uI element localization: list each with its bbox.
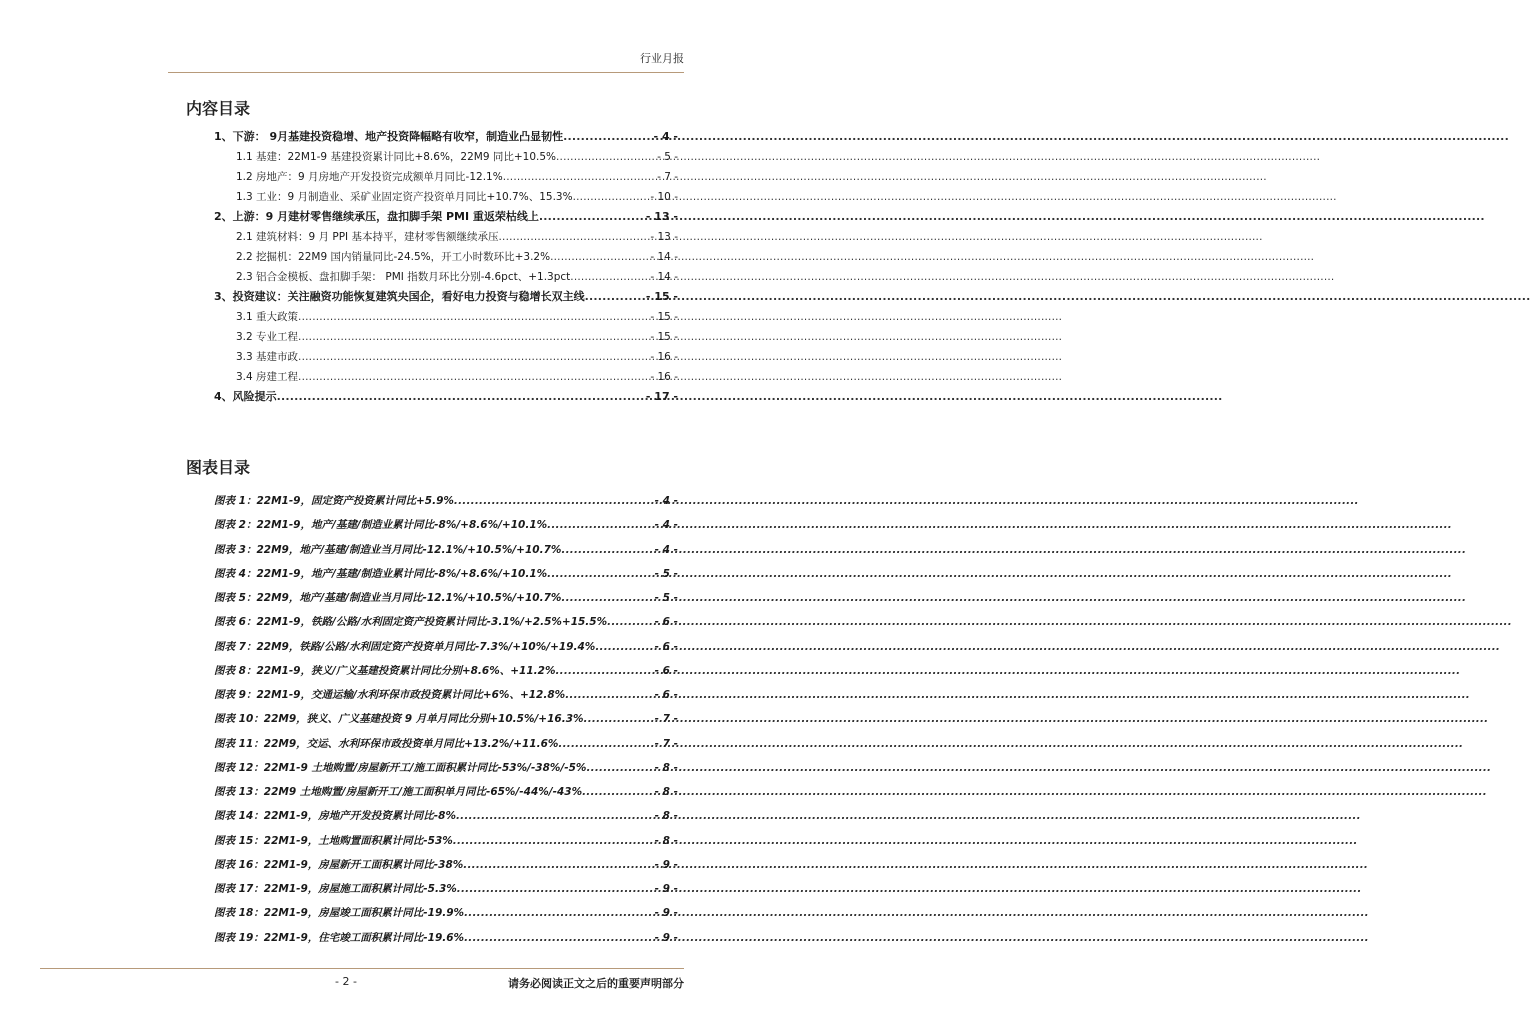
toc-entry[interactable] [214,247,678,267]
header-divider [168,72,684,73]
figure-entry-text: 图表 12：22M1-9 土地购置/房屋新开工/施工面积累计同比-53%/-38%/-5% [214,761,587,774]
toc-entry-text: 3.3 基建市政 [236,351,299,363]
dot-leader [585,287,645,307]
dot-leader [298,307,649,327]
figure-entry-page: - 6 - [654,689,678,701]
page-number: - 2 - [335,975,357,988]
toc-entry[interactable] [214,327,678,347]
figure-entry[interactable] [214,586,678,610]
dot-leader [595,635,653,659]
report-type-label: 行业月报 [640,52,684,65]
toc-entry-page: - 15 - [645,290,678,303]
dot-leader [499,227,650,247]
figure-entry-text: 图表 9：22M1-9，交通运输/水利环保市政投资累计同比+6%、+12.8% [214,689,566,701]
toc-entry[interactable] [214,147,678,167]
toc-entry-text: 2.2 挖掘机：22M9 国内销量同比-24.5%，开工小时数环比+3.2% [236,251,551,263]
figure-entry[interactable] [214,732,678,756]
figure-entry-text: 图表 19：22M1-9，住宅竣工面积累计同比-19.6% [214,931,465,944]
dot-leader [539,207,645,227]
dot-leader [565,683,653,707]
toc-entry-text: 2.1 建筑材料：9 月 PPI 基本持平，建材零售额继续承压 [236,231,499,243]
figure-entry[interactable] [214,610,678,634]
dot-leader [457,877,654,901]
figure-entry-page: - 8 - [654,810,678,823]
toc-entry-page: - 13 - [645,210,678,223]
toc-entry[interactable] [214,207,678,227]
dot-leader [586,756,653,780]
toc-entry-page: - 15 - [650,311,678,323]
dot-leader [454,489,654,513]
dot-leader [463,853,653,877]
toc-entry-page: - 7 - [657,171,678,183]
figure-entry-text: 图表 3：22M9，地产/基建/制造业当月同比-12.1%/+10.5%/+10.7% [214,543,562,556]
toc-entry-text: 2.3 铝合金模板、盘扣脚手架： PMI 指数月环比分别-4.6pct、+1.3pct [236,271,571,283]
figure-entry[interactable] [214,804,678,828]
figure-entry-text: 图表 2：22M1-9，地产/基建/制造业累计同比-8%/+8.6%/+10.1% [214,519,548,532]
dot-leader [563,127,652,147]
toc-entry-text: 1.3 工业：9 月制造业、采矿业固定资产投资单月同比+10.7%、15.3% [236,191,573,203]
figure-entry-page: - 9 - [654,931,678,944]
dot-leader [298,347,649,367]
dot-leader [550,247,649,267]
figure-entry-text: 图表 14：22M1-9，房地产开发投资累计同比-8% [214,810,456,823]
figure-entry-page: - 8 - [654,786,678,798]
toc-entry[interactable] [214,227,678,247]
dot-leader [464,926,654,950]
dot-leader [464,901,654,925]
dot-leader [570,267,649,287]
figure-entry[interactable] [214,562,678,586]
figure-entry[interactable] [214,926,678,950]
figure-entry-page: - 6 - [654,664,678,677]
disclaimer-text: 请务必阅读正文之后的重要声明部分 [508,977,684,990]
toc-entry-page: - 15 - [650,331,678,343]
figure-entry[interactable] [214,780,678,804]
toc-entry-page: - 13 - [650,231,678,243]
toc-entry[interactable] [214,167,678,187]
figure-entry-page: - 4 - [654,495,678,507]
dot-leader [558,732,653,756]
figure-entry-text: 图表 16：22M1-9，房屋新开工面积累计同比-38% [214,858,464,871]
figure-entry[interactable] [214,683,678,707]
toc-entry-page: - 17 - [645,390,678,403]
figure-entry-text: 图表 18：22M1-9，房屋竣工面积累计同比-19.9% [214,907,465,920]
figure-entry-text: 图表 8：22M1-9，狭义/广义基建投资累计同比分别+8.6%、+11.2% [214,664,556,677]
figure-entry-page: - 7 - [654,713,678,726]
dot-leader [561,538,653,562]
toc-entry-text: 3.4 房建工程 [236,371,299,383]
toc-entry-text: 1、下游： 9月基建投资稳增、地产投资降幅略有收窄，制造业凸显韧性 [214,130,564,143]
toc-entry[interactable] [214,267,678,287]
toc-entry-text: 1.2 房地产：9 月房地产开发投资完成额单月同比-12.1% [236,171,503,183]
figure-entry-text: 图表 10：22M9，狭义、广义基建投资 9 月单月同比分别+10.5%/+16.3% [214,713,584,726]
figure-entry-text: 图表 1：22M1-9，固定资产投资累计同比+5.9% [214,495,454,507]
footer-divider [40,968,684,969]
dot-leader [277,387,645,407]
dot-leader [555,659,653,683]
figure-entry[interactable] [214,659,678,683]
dot-leader [298,327,649,347]
toc-entry-text: 3.2 专业工程 [236,331,299,343]
figure-entry[interactable] [214,707,678,731]
figure-entry-page: - 8 - [654,761,678,774]
figure-entry[interactable] [214,513,678,537]
toc-entry[interactable] [214,387,678,407]
toc-entry[interactable] [214,127,678,147]
dot-leader [503,167,656,187]
toc-entry[interactable] [214,287,678,307]
toc-entry-page: - 14 - [650,271,678,283]
figure-entry-page: - 4 - [654,519,678,532]
toc-entry-text: 3、投资建议：关注融资功能恢复建筑央国企，看好电力投资与稳增长双主线 [214,290,585,303]
figure-entry[interactable] [214,901,678,925]
figure-entry-page: - 9 - [654,858,678,871]
figure-entry-page: - 7 - [654,737,678,750]
toc-entry-page: - 16 - [650,351,678,363]
toc-entry-page: - 10 - [650,191,678,203]
figure-entry[interactable] [214,635,678,659]
figure-entry-page: - 4 - [654,543,678,556]
figure-entry-text: 图表 13：22M9 土地购置/房屋新开工/施工面积单月同比-65%/-44%/-43% [214,786,583,798]
dot-leader [561,586,653,610]
toc-entry[interactable] [214,367,678,387]
toc-entry-text: 3.1 重大政策 [236,311,299,323]
figure-entry-page: - 5 - [654,567,678,580]
toc-entry[interactable] [214,347,678,367]
toc-list [214,127,678,407]
toc-entry-text: 1.1 基建：22M1-9 基建投资累计同比+8.6%，22M9 同比+10.5% [236,151,557,163]
figure-entry-page: - 5 - [654,592,678,604]
figure-entry[interactable] [214,877,678,901]
dot-leader [453,829,654,853]
toc-entry-text: 2、上游：9 月建材零售继续承压，盘扣脚手架 PMI 重返荣枯线上 [214,210,539,223]
toc-entry-page: - 4 - [653,130,678,143]
figure-entry-text: 图表 5：22M9，地产/基建/制造业当月同比-12.1%/+10.5%/+10.7% [214,592,562,604]
dot-leader [547,513,653,537]
figure-entry-page: - 6 - [654,616,678,629]
toc-entry[interactable] [214,307,678,327]
toc-entry-page: - 14 - [650,251,678,263]
figure-entry-text: 图表 15：22M1-9，土地购置面积累计同比-53% [214,834,453,847]
figure-index-list [214,489,678,950]
dot-leader [456,804,654,828]
dot-leader [582,780,654,804]
dot-leader [298,367,649,387]
figure-entry-page: - 6 - [654,640,678,653]
toc-entry-page: - 16 - [650,371,678,383]
figure-entry-text: 图表 17：22M1-9，房屋施工面积累计同比-5.3% [214,883,457,895]
figure-entry[interactable] [214,538,678,562]
figure-entry[interactable] [214,829,678,853]
figure-entry-text: 图表 4：22M1-9，地产/基建/制造业累计同比-8%/+8.6%/+10.1% [214,567,548,580]
dot-leader [547,562,653,586]
toc-entry-text: 4、风险提示 [214,390,277,403]
dot-leader [584,707,654,731]
figure-entry[interactable] [214,489,678,513]
figure-entry-page: - 9 - [654,883,678,895]
toc-entry[interactable] [214,187,678,207]
figure-entry-text: 图表 7：22M9，铁路/公路/水利固定资产投资单月同比-7.3%/+10%/+19.4% [214,640,596,653]
dot-leader [556,147,656,167]
figure-index-title: 图表目录 [186,458,251,477]
toc-title: 内容目录 [186,99,251,118]
figure-entry-page: - 9 - [654,907,678,920]
dot-leader [607,610,654,634]
toc-entry-page: - 5 - [657,151,678,163]
figure-entry-page: - 8 - [654,834,678,847]
figure-entry-text: 图表 6：22M1-9，铁路/公路/水利固定资产投资累计同比-3.1%/+2.5%+15.5% [214,616,608,629]
dot-leader [573,187,650,207]
figure-entry[interactable] [214,853,678,877]
figure-entry-text: 图表 11：22M9，交运、水利环保市政投资单月同比+13.2%/+11.6% [214,737,559,750]
figure-entry[interactable] [214,756,678,780]
